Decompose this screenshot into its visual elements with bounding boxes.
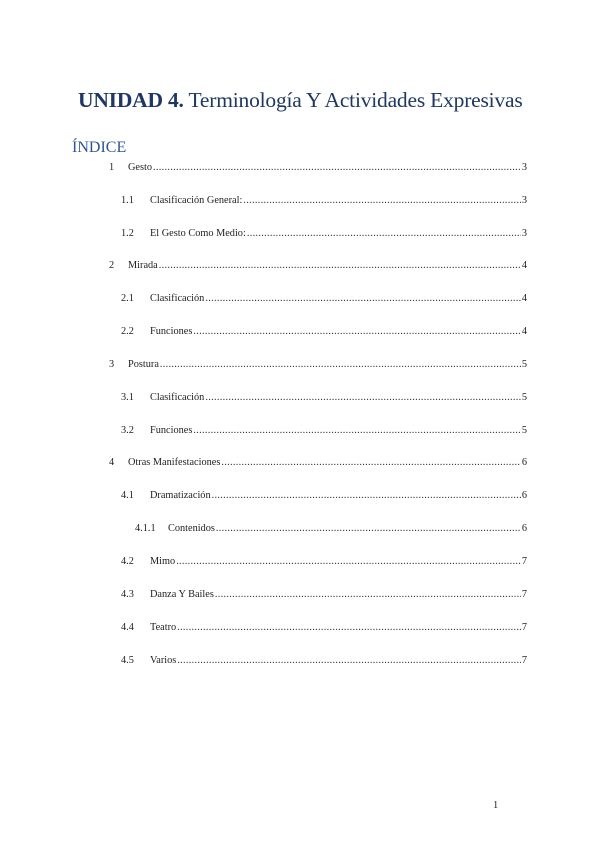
toc-entry-number: 1.2 [121, 228, 134, 239]
toc-entry-label: Danza Y Bailes [150, 589, 214, 600]
toc-entry-label: Clasificación General: [150, 195, 243, 206]
toc-entry-number: 3.2 [121, 425, 134, 436]
toc-entry-page: 4 [521, 326, 527, 337]
toc-entry-number: 2.2 [121, 326, 134, 337]
toc-entry-number: 4 [109, 457, 115, 468]
toc-entry-label: Mimo [150, 556, 176, 567]
toc-entry-gesto[interactable] [109, 161, 527, 175]
toc-leader-dots [193, 325, 521, 339]
toc-entry-page: 6 [521, 523, 527, 534]
toc-entry-mimo[interactable] [121, 555, 527, 569]
toc-entry-label: Funciones [150, 425, 193, 436]
toc-entry-number: 2 [109, 260, 115, 271]
toc-entry-dramatizacion[interactable] [121, 489, 527, 503]
toc-leader-dots [176, 555, 521, 569]
toc-entry-page: 7 [521, 556, 527, 567]
toc-leader-dots [153, 161, 521, 175]
toc-entry-page: 3 [521, 195, 527, 206]
toc-entry-page: 6 [521, 490, 527, 501]
toc-entry-number: 4.2 [121, 556, 134, 567]
toc-entry-label: Gesto [128, 162, 153, 173]
toc-entry-label: El Gesto Como Medio: [150, 228, 246, 239]
page-number: 1 [493, 800, 499, 811]
toc-entry-number: 3.1 [121, 392, 134, 403]
toc-entry-page: 5 [521, 425, 527, 436]
toc-leader-dots [247, 227, 521, 241]
toc-leader-dots [205, 292, 521, 306]
toc-entry-postura-funciones[interactable] [121, 424, 527, 438]
toc-entry-otras-manifestaciones[interactable] [109, 456, 527, 470]
toc-entry-page: 6 [521, 457, 527, 468]
toc-entry-clasificacion-general[interactable] [121, 194, 527, 208]
toc-entry-varios[interactable] [121, 654, 527, 668]
toc-leader-dots [216, 522, 521, 536]
toc-entry-number: 2.1 [121, 293, 134, 304]
toc-entry-teatro[interactable] [121, 621, 527, 635]
toc-entry-postura[interactable] [109, 358, 527, 372]
toc-entry-page: 7 [521, 589, 527, 600]
toc-entry-page: 3 [521, 228, 527, 239]
toc-entry-number: 4.3 [121, 589, 134, 600]
toc-entry-number: 4.1 [121, 490, 134, 501]
toc-entry-number: 4.1.1 [135, 523, 156, 534]
toc-entry-mirada-clasificacion[interactable] [121, 292, 527, 306]
toc-entry-mirada[interactable] [109, 259, 527, 273]
toc-entry-label: Teatro [150, 622, 177, 633]
toc-entry-number: 1.1 [121, 195, 134, 206]
toc-entry-label: Clasificación [150, 392, 205, 403]
toc-entry-label: Clasificación [150, 293, 205, 304]
toc-entry-page: 5 [521, 359, 527, 370]
toc-entry-number: 4.4 [121, 622, 134, 633]
toc-entry-page: 4 [521, 293, 527, 304]
toc-entry-page: 7 [521, 655, 527, 666]
toc-leader-dots [159, 259, 521, 273]
toc-leader-dots [177, 654, 521, 668]
toc-entry-number: 1 [109, 162, 115, 173]
toc-entry-page: 7 [521, 622, 527, 633]
toc-leader-dots [193, 424, 521, 438]
toc-entry-label: Dramatización [150, 490, 211, 501]
toc-leader-dots [212, 489, 521, 503]
toc-entry-page: 5 [521, 392, 527, 403]
toc-entry-label: Otras Manifestaciones [128, 457, 221, 468]
toc-leader-dots [243, 194, 520, 208]
toc-entry-number: 3 [109, 359, 115, 370]
toc-leader-dots [221, 456, 520, 470]
toc-entry-label: Postura [128, 359, 159, 370]
toc-leader-dots [215, 588, 521, 602]
toc-leader-dots [205, 391, 521, 405]
toc-entry-contenidos[interactable] [135, 522, 527, 536]
toc-entry-number: 4.5 [121, 655, 134, 666]
toc-leader-dots [177, 621, 521, 635]
toc-entry-mirada-funciones[interactable] [121, 325, 527, 339]
document-title [78, 88, 548, 113]
toc-entry-danza-y-bailes[interactable] [121, 588, 527, 602]
document-title-text: Terminología Y Actividades Expresivas [183, 88, 523, 112]
toc-leader-dots [160, 358, 521, 372]
document-title-unit: UNIDAD 4. [78, 88, 184, 112]
toc-entry-postura-clasificacion[interactable] [121, 391, 527, 405]
toc-entry-page: 3 [521, 162, 527, 173]
index-heading: ÍNDICE [72, 139, 127, 156]
toc-entry-el-gesto-como-medio[interactable] [121, 227, 527, 241]
toc-entry-page: 4 [521, 260, 527, 271]
toc-entry-label: Contenidos [168, 523, 215, 534]
toc-entry-label: Varios [150, 655, 177, 666]
toc-entry-label: Funciones [150, 326, 193, 337]
toc-entry-label: Mirada [128, 260, 158, 271]
